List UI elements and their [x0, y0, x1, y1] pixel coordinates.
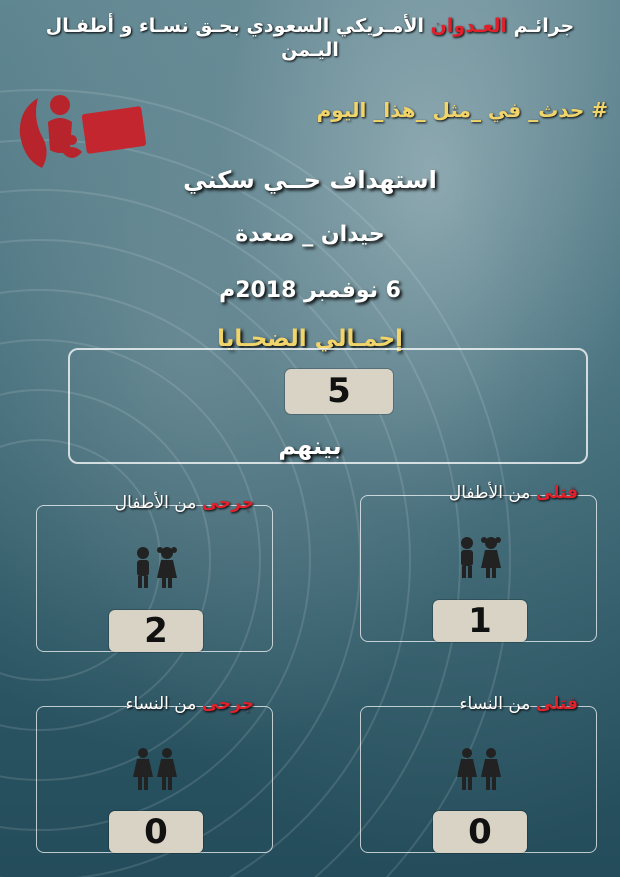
injured-women-label: جرحى من النساء — [125, 694, 254, 714]
incident-location: حيدان _ صعدة — [235, 222, 385, 247]
page-title: جرائـم العـدوان الأمـريكي السعودي بحـق نسـاء و أطفـال اليـمن — [45, 15, 575, 61]
hashtag: # حدث_ في _مثل _هذا_ اليوم — [316, 98, 608, 122]
injured-children-card — [36, 493, 273, 652]
total-victims-label: إجمـالي الضحـايا — [217, 326, 403, 352]
entesaf-logo — [12, 80, 147, 180]
killed-children-label: قتلى من الأطفال — [448, 483, 578, 503]
injured-women-value: 0 — [109, 811, 203, 853]
killed-children-value: 1 — [433, 600, 527, 642]
women-icon — [453, 747, 505, 791]
total-victims-value: 5 — [285, 369, 393, 414]
women-icon — [129, 747, 181, 791]
injured-women-card — [36, 694, 273, 853]
killed-women-label: قتلى من النساء — [459, 694, 578, 714]
injured-children-label: جرحى من الأطفال — [114, 493, 254, 513]
incident-headline: استهداف حــي سكني — [183, 166, 437, 194]
killed-children-card — [360, 483, 597, 642]
children-icon — [129, 546, 181, 590]
killed-women-value: 0 — [433, 811, 527, 853]
among-them-label: بينهم — [278, 432, 342, 460]
children-icon — [453, 536, 505, 580]
injured-children-value: 2 — [109, 610, 203, 652]
killed-women-card — [360, 694, 597, 853]
incident-date: 6 نوفمبر 2018م — [219, 278, 401, 303]
